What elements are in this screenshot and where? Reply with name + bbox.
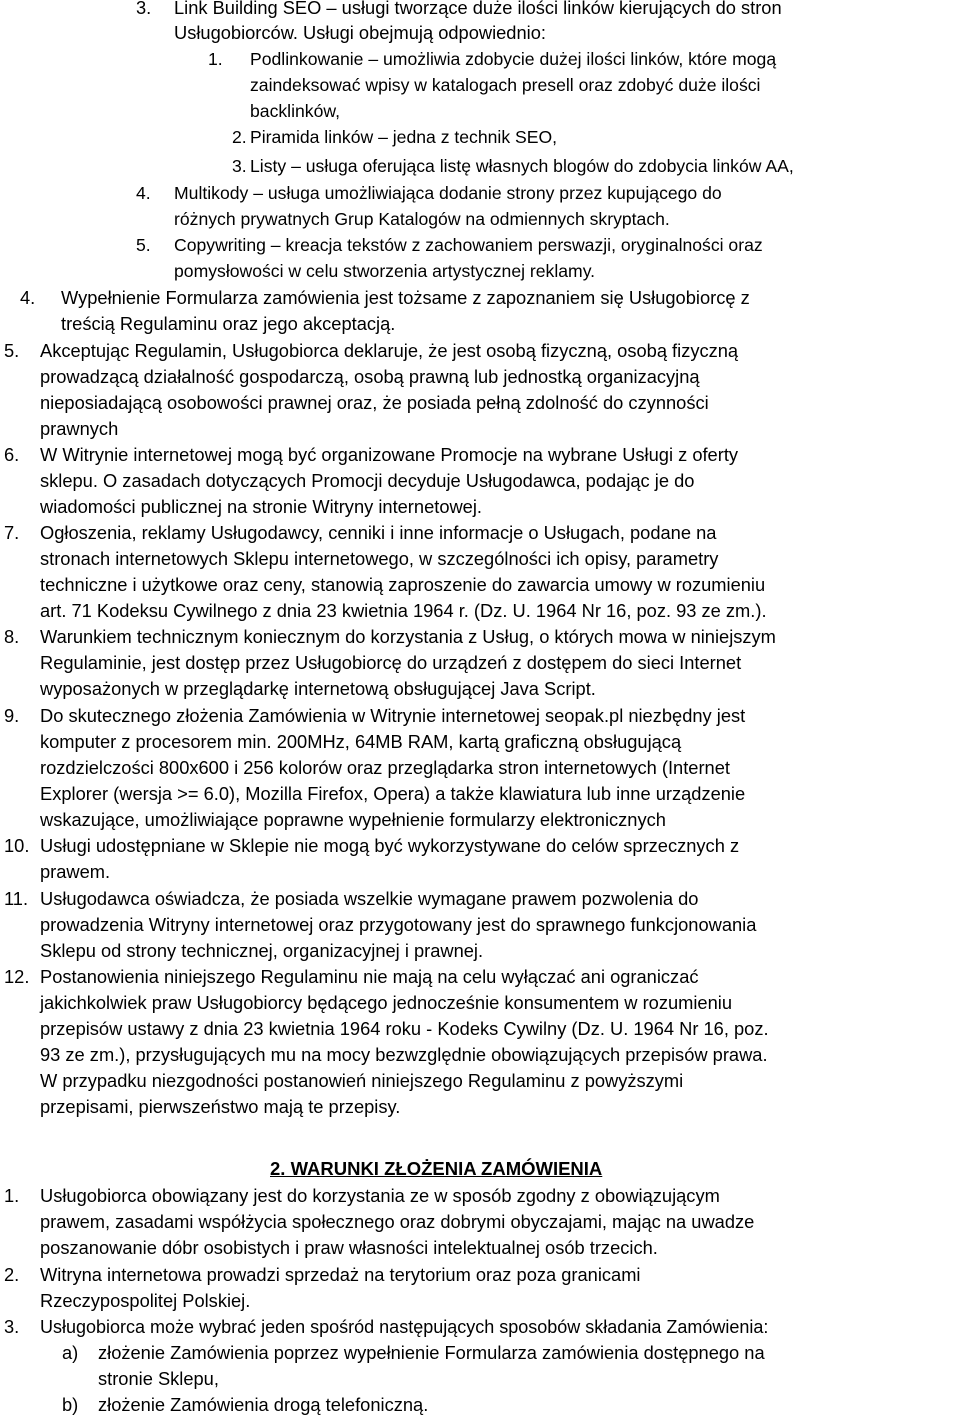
text-line: Piramida linków – jedna z technik SEO,	[250, 127, 558, 147]
text-line: rozdzielczości 800x600 i 256 kolorów oraz przeglądarka stron internetowych (Internet	[40, 757, 730, 778]
text-line: Listy – usługa oferująca listę własnych blogów do zdobycia linków AA,	[250, 156, 794, 176]
text-line: Podlinkowanie – umożliwia zdobycie dużej ilości linków, które mogą	[250, 49, 777, 69]
text-line: Usługi udostępniane w Sklepie nie mogą być wykorzystywane do celów sprzecznych z	[40, 835, 740, 856]
text-line: techniczne i użytkowe oraz ceny, stanowią zaproszenie do zawarcia umowy w rozumieniu	[40, 574, 766, 595]
list-marker: 5.	[136, 235, 151, 255]
text-line: prawnych	[40, 418, 119, 439]
list-marker: 6.	[4, 444, 20, 465]
text-line: Akceptując Regulamin, Usługobiorca deklaruje, że jest osobą fizyczną, osobą fizyczną	[40, 340, 739, 361]
list-marker: 4.	[136, 183, 151, 203]
list-marker: 11.	[4, 888, 29, 909]
list-marker: 7.	[4, 522, 20, 543]
text-line: zaindeksować wpisy w katalogach presell oraz zdobyć duże ilości	[250, 75, 761, 95]
list-marker: 1.	[208, 49, 223, 69]
list-marker: a)	[62, 1342, 79, 1363]
list-marker: 8.	[4, 626, 20, 647]
text-line: Usługobiorca obowiązany jest do korzystania ze w sposób zgodny z obowiązującym	[40, 1185, 720, 1206]
text-line: różnych prywatnych Grup Katalogów na odmiennych skryptach.	[174, 209, 670, 229]
list-marker: 10.	[4, 835, 30, 856]
text-line: wyposażonych w przeglądarkę internetową obsługującej Java Script.	[40, 678, 596, 699]
text-line: Usługobiorca może wybrać jeden spośród następujących sposobów składania Zamówienia:	[40, 1317, 769, 1337]
text-line: Postanowienia niniejszego Regulaminu nie mają na celu wyłączać ani ograniczać	[40, 966, 699, 987]
text-line: jakichkolwiek praw Usługobiorcy będącego jednocześnie konsumentem w rozumieniu	[40, 992, 732, 1013]
text-line: 93 ze zm.), przysługujących mu na mocy bezwzględnie obowiązujących przepisów prawa.	[40, 1044, 768, 1065]
list-marker: 5.	[4, 340, 20, 361]
text-line: backlinków,	[250, 101, 340, 121]
list-marker: 4.	[20, 287, 36, 308]
list-marker: b)	[62, 1394, 79, 1415]
text-line: art. 71 Kodeksu Cywilnego z dnia 23 kwietnia 1964 r. (Dz. U. 1964 Nr 16, poz. 93 ze zm.).	[40, 600, 767, 621]
text-line: stronie Sklepu,	[98, 1368, 219, 1389]
text-line: stronach internetowych Sklepu internetowego, w szczególności ich opisy, parametry	[40, 548, 719, 569]
text-line: przepisów ustawy z dnia 23 kwietnia 1964 roku - Kodeks Cywilny (Dz. U. 1964 Nr 16, poz.	[40, 1018, 769, 1039]
text-line: Ogłoszenia, reklamy Usługodawcy, cenniki i inne informacje o Usługach, podane na	[40, 522, 717, 543]
list-marker: 2.	[4, 1264, 20, 1285]
text-line: Multikody – usługa umożliwiająca dodanie strony przez kupującego do	[174, 183, 722, 203]
section-heading: 2. WARUNKI ZŁOŻENIA ZAMÓWIENIA	[270, 1158, 603, 1179]
text-line: Witryna internetowa prowadzi sprzedaż na terytorium oraz poza granicami	[40, 1264, 641, 1285]
text-line: przepisami, pierwszeństwo mają te przepisy.	[40, 1096, 401, 1117]
text-line: wiadomości publicznej na stronie Witryny internetowej.	[40, 496, 482, 517]
text-line: Regulaminie, jest dostęp przez Usługobiorcę do urządzeń z dostępem do sieci Internet	[40, 652, 742, 673]
text-line: pomysłowości w celu stworzenia artystycznej reklamy.	[174, 261, 596, 281]
text-line: Do skutecznego złożenia Zamówienia w Witrynie internetowej seopak.pl niezbędny jest	[40, 705, 746, 726]
text-line: sklepu. O zasadach dotyczących Promocji decyduje Usługodawca, podając je do	[40, 470, 695, 491]
list-marker: 1.	[4, 1185, 20, 1206]
list-marker: 12.	[4, 966, 30, 987]
list-marker: 3.	[4, 1316, 20, 1337]
text-line: treścią Regulaminu oraz jego akceptacją.	[61, 313, 396, 334]
list-marker: 9.	[4, 705, 20, 726]
text-line: Usługodawca oświadcza, że posiada wszelkie wymagane prawem pozwolenia do	[40, 888, 699, 909]
text-line: Usługobiorców. Usługi obejmują odpowiednio:	[174, 22, 546, 43]
text-line: prawem, zasadami współżycia społecznego oraz dobrymi obyczajami, mając na uwadze	[40, 1211, 755, 1232]
text-line: złożenie Zamówienia poprzez wypełnienie Formularza zamówienia dostępnego na	[98, 1342, 765, 1363]
text-line: Explorer (wersja >= 6.0), Mozilla Firefox, Opera) a także klawiatura lub inne urządzenie	[40, 783, 746, 804]
text-line: prawem.	[40, 861, 111, 882]
list-marker: 3.	[232, 156, 247, 176]
list-marker: 3.	[136, 0, 152, 18]
text-line: prowadzenia Witryny internetowej oraz przygotowany jest do sprawnego funkcjonowania	[40, 914, 757, 935]
text-line: W Witrynie internetowej mogą być organizowane Promocje na wybrane Usługi z oferty	[40, 444, 739, 465]
text-line: Link Building SEO – usługi tworzące duże ilości linków kierujących do stron	[174, 0, 782, 18]
list-marker: 2.	[232, 127, 247, 147]
text-line: prowadzącą działalność gospodarczą, osobą prawną lub jednostką organizacyjną	[40, 366, 700, 387]
text-line: Sklepu od strony technicznej, organizacyjnej i prawnej.	[40, 940, 484, 961]
text-line: Wypełnienie Formularza zamówienia jest tożsame z zapoznaniem się Usługobiorcę z	[61, 287, 750, 308]
text-line: Warunkiem technicznym koniecznym do korzystania z Usług, o których mowa w niniejszym	[40, 626, 776, 647]
text-line: W przypadku niezgodności postanowień niniejszego Regulaminu z powyższymi	[40, 1070, 684, 1091]
text-line: poszanowanie dóbr osobistych i praw własności intelektualnej osób trzecich.	[40, 1237, 658, 1258]
text-line: wskazujące, umożliwiające poprawne wypełnienie formularzy elektronicznych	[40, 809, 666, 830]
text-line: Copywriting – kreacja tekstów z zachowaniem perswazji, oryginalności oraz	[174, 235, 763, 255]
text-line: Rzeczypospolitej Polskiej.	[40, 1290, 251, 1311]
text-line: złożenie Zamówienia drogą telefoniczną.	[98, 1394, 429, 1415]
text-line: nieposiadającą osobowości prawnej oraz, że posiada pełną zdolność do czynności	[40, 392, 709, 413]
text-line: komputer z procesorem min. 200MHz, 64MB RAM, kartą graficzną obsługującą	[40, 731, 682, 752]
